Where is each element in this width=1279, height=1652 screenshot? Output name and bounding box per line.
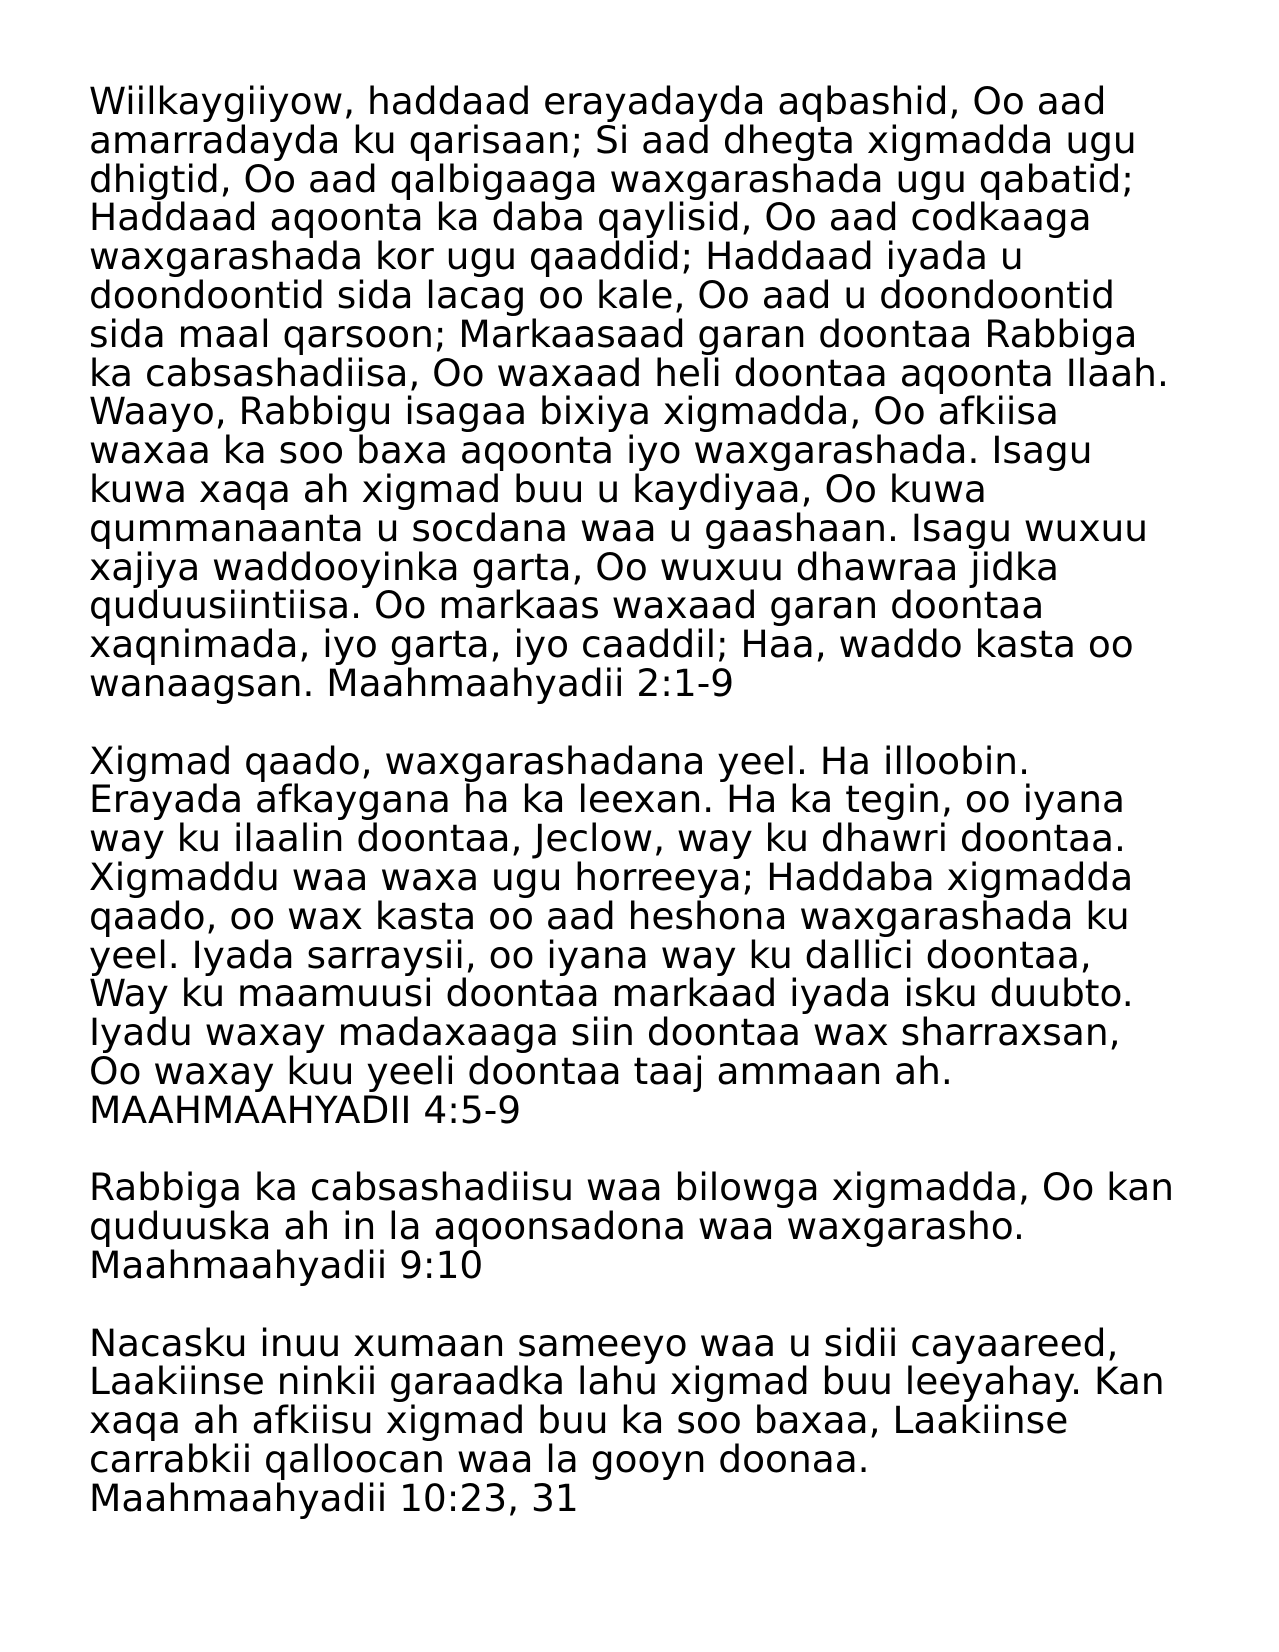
text-line: Xigmaddu waa waxa ugu horreeya; Haddaba xigmadda (89, 854, 1134, 899)
text-line: MAAHMAAHYADII 4:5-9 (89, 1087, 522, 1132)
text-line: Xigmad qaado, waxgarashadana yeel. Ha illoobin. (89, 738, 1030, 783)
text-line: Wiilkaygiiyow, haddaad erayadayda aqbashid, Oo aad (89, 79, 1107, 123)
text-line: carrabkii qalloocan waa la gooyn doonaa. (89, 1436, 870, 1481)
text-line: kuwa xaqa ah xigmad buu u kaydiyaa, Oo kuwa (89, 466, 987, 511)
text-line: qaado, oo wax kasta oo aad heshona waxgarashada ku (89, 893, 1130, 938)
text-line: waxaa ka soo baxa aqoonta iyo waxgarashada. Isagu (89, 428, 1093, 473)
text-line: xajiya waddooyinka garta, Oo wuxuu dhawraa jidka (89, 544, 1059, 589)
text-line: Nacasku inuu xumaan sameeyo waa u sidii cayaareed, (89, 1320, 1119, 1365)
text-line: waxgarashada kor ugu qaaddid; Haddaad iyada u (89, 234, 1024, 279)
passage-proverbs-4-5-9 (89, 738, 1219, 1132)
text-line: qummanaanta u socdana waa u gaashaan. Isagu wuxuu (89, 505, 1149, 550)
text-line: Iyadu waxay madaxaaga siin doontaa wax sharraxsan, (89, 1010, 1121, 1055)
text-line: dhigtid, Oo aad qalbigaaga waxgarashada ugu qabatid; (89, 156, 1134, 201)
text-line: Way ku maamuusi doontaa markaad iyada isku duubto. (89, 971, 1134, 1016)
text-line: sida maal qarsoon; Markaasaad garan doontaa Rabbiga (89, 311, 1138, 356)
document-page (89, 79, 1219, 1556)
text-line: Rabbiga ka cabsashadiisu waa bilowga xigmadda, Oo kan (89, 1165, 1175, 1210)
text-line: way ku ilaalin doontaa, Jeclow, way ku dhawri doontaa. (89, 816, 1126, 861)
passage-proverbs-10-23-31 (89, 1320, 1219, 1520)
text-line: Oo waxay kuu yeeli doontaa taaj ammaan ah. (89, 1048, 953, 1093)
text-line: quduusiintiisa. Oo markaas waxaad garan doontaa (89, 583, 1045, 628)
text-line: ka cabsashadiisa, Oo waxaad heli doontaa aqoonta Ilaah. (89, 350, 1169, 395)
text-line: yeel. Iyada sarraysii, oo iyana way ku dallici doontaa, (89, 932, 1092, 977)
text-line: wanaagsan. Maahmaahyadii 2:1-9 (89, 660, 735, 705)
text-line: Haddaad aqoonta ka daba qaylisid, Oo aad codkaaga (89, 195, 1092, 240)
passage-proverbs-2-1-9 (89, 79, 1219, 705)
text-line: amarradayda ku qarisaan; Si aad dhegta xigmadda ugu (89, 117, 1137, 162)
passage-proverbs-9-10 (89, 1165, 1219, 1287)
text-line: xaqnimada, iyo garta, iyo caaddil; Haa, waddo kasta oo (89, 622, 1134, 667)
text-line: doondoontid sida lacag oo kale, Oo aad u doondoontid (89, 272, 1115, 317)
text-line: Maahmaahyadii 10:23, 31 (89, 1475, 579, 1520)
text-line: xaqa ah afkiisu xigmad buu ka soo baxaa, Laakiinse (89, 1398, 1069, 1443)
text-line: quduuska ah in la aqoonsadona waa waxgarasho. (89, 1204, 1025, 1249)
text-line: Maahmaahyadii 9:10 (89, 1242, 484, 1287)
text-line: Waayo, Rabbigu isagaa bixiya xigmadda, Oo afkiisa (89, 389, 1059, 434)
text-line: Erayada afkaygana ha ka leexan. Ha ka tegin, oo iyana (89, 777, 1125, 822)
text-line: Laakiinse ninkii garaadka lahu xigmad buu leeyahay. Kan (89, 1359, 1165, 1404)
